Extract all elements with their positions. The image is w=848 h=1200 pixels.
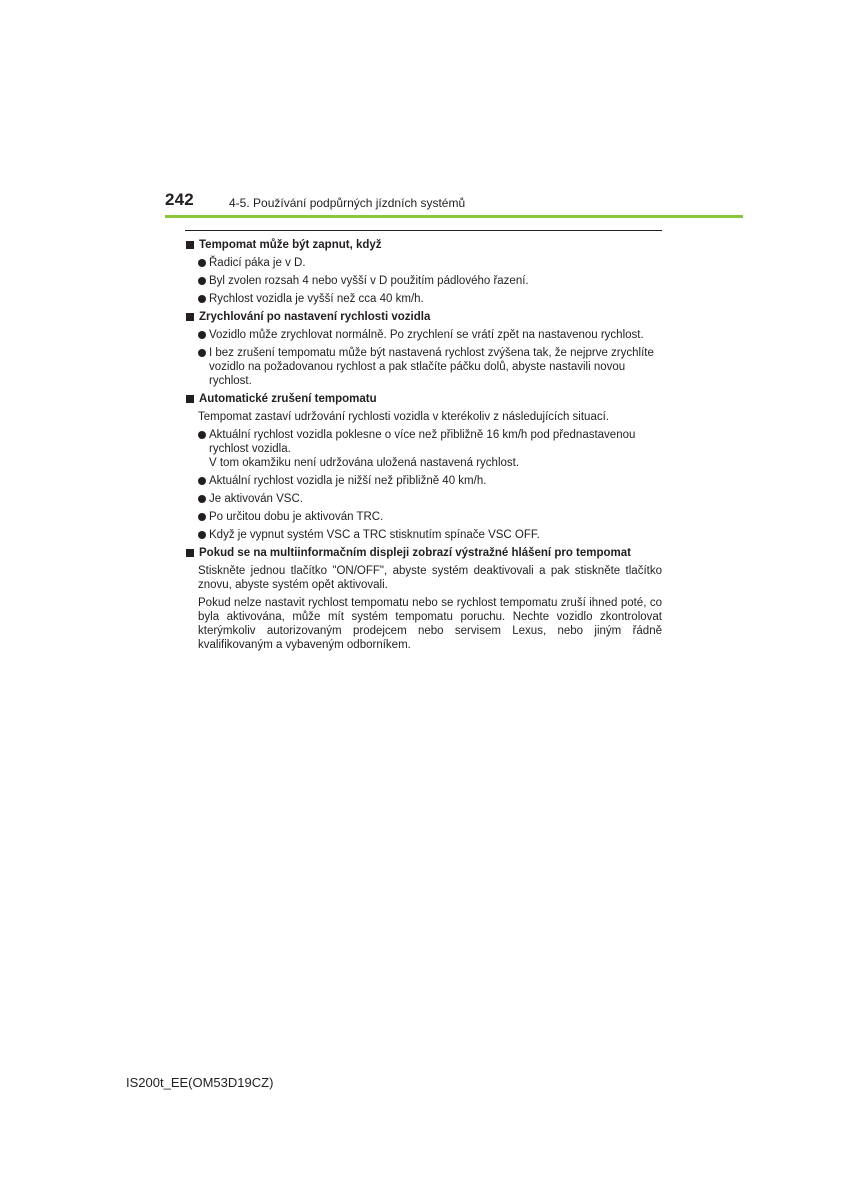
section-heading [185, 392, 662, 406]
list-item-text: Řadicí páka je v D. [209, 257, 306, 269]
list-item [198, 256, 662, 270]
footer-code: IS200t_EE(OM53D19CZ) [126, 1075, 274, 1090]
list-item-note: V tom okamžiku není udržována uložená nastavená rychlost. [209, 457, 520, 469]
round-bullet-icon [198, 477, 206, 485]
section-paragraph: Stiskněte jednou tlačítko "ON/OFF", abyste systém deaktivovali a pak stiskněte tlačítko znovu, abyste systém opět aktivovali. [198, 565, 662, 591]
round-bullet-icon [198, 331, 206, 339]
round-bullet-icon [198, 495, 206, 503]
round-bullet-icon [198, 513, 206, 521]
chapter-title: 4-5. Používání podpůrných jízdních systémů [229, 196, 466, 210]
list-item [198, 328, 662, 342]
list-item-text: I bez zrušení tempomatu může být nastavená rychlost zvýšena tak, že nejprve zrychlíte vozidlo na požadovanou rychlost a pak stlačíte páčku dolů, abyste nastavili novou rychlost. [209, 347, 654, 387]
square-bullet-icon [186, 241, 194, 249]
list-item-text: Když je vypnut systém VSC a TRC stisknutím spínače VSC OFF. [209, 529, 540, 541]
round-bullet-icon [198, 277, 206, 285]
round-bullet-icon [198, 431, 206, 439]
section-paragraph: Tempomat zastaví udržování rychlosti vozidla v kterékoliv z následujících situací. [198, 411, 609, 423]
header-rule [165, 215, 743, 218]
list-item [198, 292, 662, 306]
section-heading [185, 310, 662, 324]
page-number: 242 [165, 190, 194, 209]
section [185, 546, 662, 652]
section [185, 310, 662, 388]
list-item-text: Aktuální rychlost vozidla je nižší než přibližně 40 km/h. [209, 475, 487, 487]
section-heading [185, 238, 662, 252]
round-bullet-icon [198, 531, 206, 539]
section-title: Tempomat může být zapnut, když [199, 239, 382, 251]
list-item-text: Byl zvolen rozsah 4 nebo vyšší v D použitím pádlového řazení. [209, 275, 529, 287]
section-title: Zrychlování po nastavení rychlosti vozidla [199, 311, 431, 323]
list-item [198, 428, 662, 470]
section-paragraph: Pokud nelze nastavit rychlost tempomatu nebo se rychlost tempomatu zruší ihned poté, co byla aktivována, může mít systém tempomatu poruchu. Nechte vozidlo zkontrolovat kterýmkoliv autorizovaným prodejcem nebo servisem Lexus, nebo jiným řádně kvalifikovaným a vybaveným odborníkem. [198, 597, 662, 651]
list-item [198, 510, 662, 524]
list-item [198, 528, 662, 542]
round-bullet-icon [198, 259, 206, 267]
square-bullet-icon [186, 549, 194, 557]
section [185, 392, 662, 542]
content-area [185, 230, 662, 656]
section-title: Pokud se na multiinformačním displeji zobrazí výstražné hlášení pro tempomat [199, 547, 631, 559]
list-item [198, 492, 662, 506]
round-bullet-icon [198, 295, 206, 303]
list-item-text: Vozidlo může zrychlovat normálně. Po zrychlení se vrátí zpět na nastavenou rychlost. [209, 329, 644, 341]
round-bullet-icon [198, 349, 206, 357]
square-bullet-icon [186, 395, 194, 403]
list-item-text: Rychlost vozidla je vyšší než cca 40 km/h. [209, 293, 424, 305]
section [185, 238, 662, 306]
list-item [198, 346, 662, 388]
square-bullet-icon [186, 313, 194, 321]
list-item-text: Je aktivován VSC. [209, 493, 303, 505]
section-title: Automatické zrušení tempomatu [199, 393, 377, 405]
list-item-text: Aktuální rychlost vozidla poklesne o více než přibližně 16 km/h pod přednastavenou rychlost vozidla. [209, 429, 636, 455]
list-item [198, 274, 662, 288]
section-heading [185, 546, 662, 560]
list-item [198, 474, 662, 488]
list-item-text: Po určitou dobu je aktivován TRC. [209, 511, 384, 523]
